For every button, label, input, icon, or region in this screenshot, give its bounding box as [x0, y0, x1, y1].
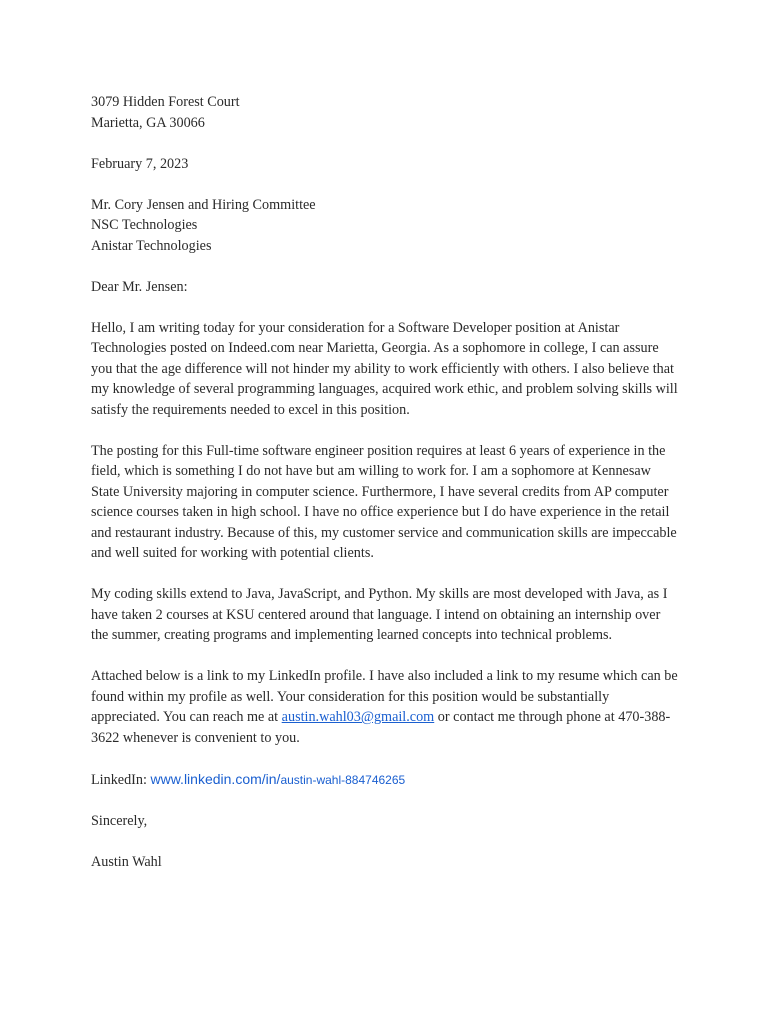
- cover-letter: [91, 92, 681, 872]
- linkedin-line: [91, 769, 681, 791]
- recipient-address: [91, 195, 681, 257]
- closing: Sincerely,: [91, 812, 148, 829]
- email-link[interactable]: austin.wahl03@gmail.com: [281, 709, 435, 725]
- recipient-company-1: NSC Technologies: [91, 217, 198, 233]
- linkedin-url-link[interactable]: [151, 771, 406, 787]
- signature-name: Austin Wahl: [91, 853, 162, 870]
- body-paragraph-3: My coding skills extend to Java, JavaScript, and Python. My skills are most developed with Java, as I have taken 2 courses at KSU centered around that language. I intend on obtaining an internship over the summer, creating programs and implementing learned concepts into technical problems.: [91, 586, 668, 643]
- body-paragraph-4: [91, 666, 681, 748]
- sender-address: [91, 92, 681, 133]
- linkedin-url-main: www.linkedin.com/in/: [150, 770, 281, 787]
- salutation-text: Dear Mr. Jensen:: [91, 278, 188, 295]
- linkedin-url-handle: austin-wahl-884746265: [280, 772, 406, 787]
- body-paragraph-2: The posting for this Full-time software engineer position requires at least 6 years of experience in the field, which is something I do not have but am willing to work for. I am a sophomore at Kennesaw State University majoring in computer science. Furthermore, I have several credits from AP computer science courses taken in high school. I have no office experience but I do have experience in the retail and restaurant industry. Because of this, my customer service and communication skills are impeccable and well suited for working with potential clients.: [91, 442, 677, 561]
- letter-date: [91, 154, 681, 175]
- sender-city-state-zip: Marietta, GA 30066: [91, 114, 205, 131]
- recipient-name: Mr. Cory Jensen and Hiring Committee: [91, 196, 316, 213]
- paragraph-4-text-after-email: or contact me through phone at 470-388-3622 whenever is convenient to you.: [91, 709, 671, 746]
- paragraph-4-text-before-email: Attached below is a link to my LinkedIn profile. I have also included a link to my resume which can be found within my profile as well. Your consideration for this position would be substantially appreciated. You can reach me at: [91, 668, 678, 725]
- body-paragraph-1: Hello, I am writing today for your consideration for a Software Developer position at Anistar Technologies posted on Indeed.com near Marietta, Georgia. As a sophomore in college, I can assure you that the age difference will not hinder my ability to work efficiently with others. I also believe that my knowledge of several programming languages, acquired work ethic, and problem solving skills will satisfy the requirements needed to excel in this position.: [91, 319, 678, 418]
- sender-street: 3079 Hidden Forest Court: [91, 94, 240, 110]
- linkedin-label: LinkedIn:: [91, 771, 151, 788]
- salutation: [91, 277, 681, 298]
- date-text: February 7, 2023: [91, 155, 189, 172]
- recipient-company-2: Anistar Technologies: [91, 237, 212, 254]
